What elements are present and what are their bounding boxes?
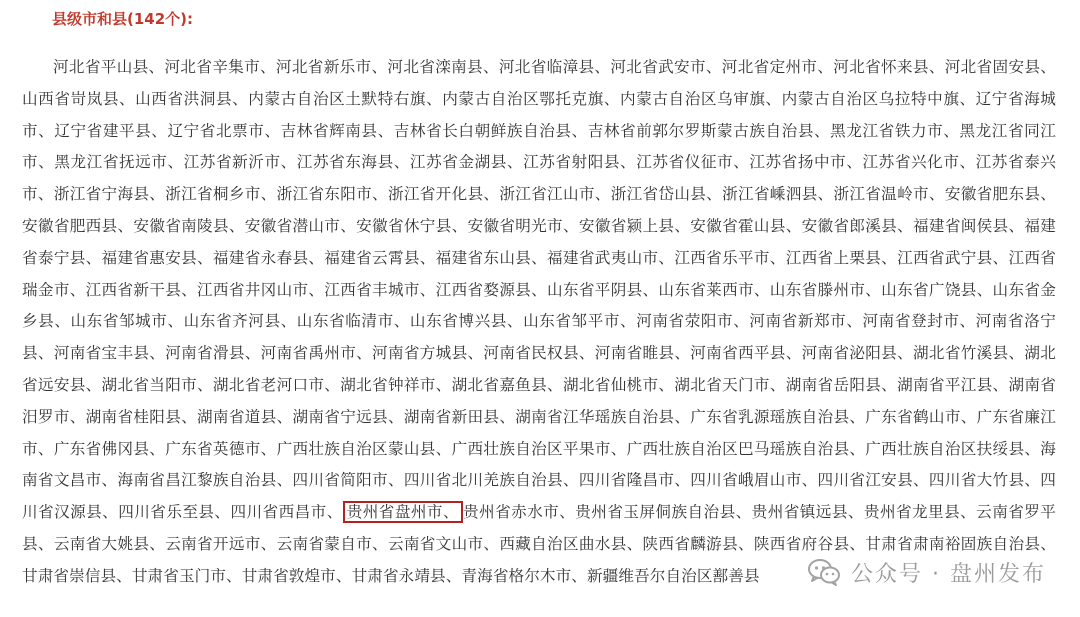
wechat-icon	[807, 557, 841, 587]
watermark-text: 公众号 · 盘州发布	[851, 561, 1046, 587]
county-list-after: 贵州省赤水市、贵州省玉屏侗族自治县、贵州省镇远县、贵州省龙里县、云南省罗平县、云南省大姚县、云南省开远市、云南省蒙自市、云南省文山市、西藏自治区曲水县、陕西省麟游县、陕西省府谷县、甘肃省肃南裕固族自治县、甘肃省崇信县、甘肃省玉门市、甘肃省敦煌市、甘肃省永靖县、青海省格尔木市、新疆维吾尔自治区鄯善县	[22, 503, 1056, 585]
highlighted-county: 贵州省盘州市、	[343, 501, 463, 523]
county-list-paragraph	[22, 52, 1056, 593]
watermark	[807, 552, 1046, 592]
county-list-before: 河北省平山县、河北省辛集市、河北省新乐市、河北省滦南县、河北省临漳县、河北省武安市、河北省定州市、河北省怀来县、河北省固安县、山西省岢岚县、山西省洪洞县、内蒙古自治区土默特右旗、内蒙古自治区鄂托克旗、内蒙古自治区乌审旗、内蒙古自治区乌拉特中旗、辽宁省海城市、辽宁省建平县、辽宁省北票市、吉林省辉南县、吉林省长白朝鲜族自治县、吉林省前郭尔罗斯蒙古族自治县、黑龙江省铁力市、黑龙江省同江市、黑龙江省抚远市、江苏省新沂市、江苏省东海县、江苏省金湖县、江苏省射阳县、江苏省仪征市、江苏省扬中市、江苏省兴化市、江苏省泰兴市、浙江省宁海县、浙江省桐乡市、浙江省东阳市、浙江省开化县、浙江省江山市、浙江省岱山县、浙江省嵊泗县、浙江省温岭市、安徽省肥东县、安徽省肥西县、安徽省南陵县、安徽省潜山市、安徽省休宁县、安徽省明光市、安徽省颍上县、安徽省霍山县、安徽省郎溪县、福建省闽侯县、福建省泰宁县、福建省惠安县、福建省永春县、福建省云霄县、福建省东山县、福建省武夷山市、江西省乐平市、江西省上栗县、江西省武宁县、江西省瑞金市、江西省新干县、江西省井冈山市、江西省丰城市、江西省婺源县、山东省平阴县、山东省莱西市、山东省滕州市、山东省广饶县、山东省金乡县、山东省邹城市、山东省齐河县、山东省临清市、山东省博兴县、山东省邹平市、河南省荥阳市、河南省新郑市、河南省登封市、河南省洛宁县、河南省宝丰县、河南省滑县、河南省禹州市、河南省方城县、河南省民权县、河南省睢县、河南省西平县、河南省泌阳县、湖北省竹溪县、湖北省远安县、湖北省当阳市、湖北省老河口市、湖北省钟祥市、湖北省嘉鱼县、湖北省仙桃市、湖北省天门市、湖南省岳阳县、湖南省平江县、湖南省汨罗市、湖南省桂阳县、湖南省道县、湖南省宁远县、湖南省新田县、湖南省江华瑶族自治县、广东省乳源瑶族自治县、广东省鹤山市、广东省廉江市、广东省佛冈县、广东省英德市、广西壮族自治区蒙山县、广西壮族自治区平果市、广西壮族自治区巴马瑶族自治县、广西壮族自治区扶绥县、海南省文昌市、海南省昌江黎族自治县、四川省简阳市、四川省北川羌族自治县、四川省隆昌市、四川省峨眉山市、四川省江安县、四川省大竹县、四川省汉源县、四川省乐至县、四川省西昌市、	[22, 58, 1056, 522]
section-heading: 县级市和县(142个):	[52, 10, 194, 28]
